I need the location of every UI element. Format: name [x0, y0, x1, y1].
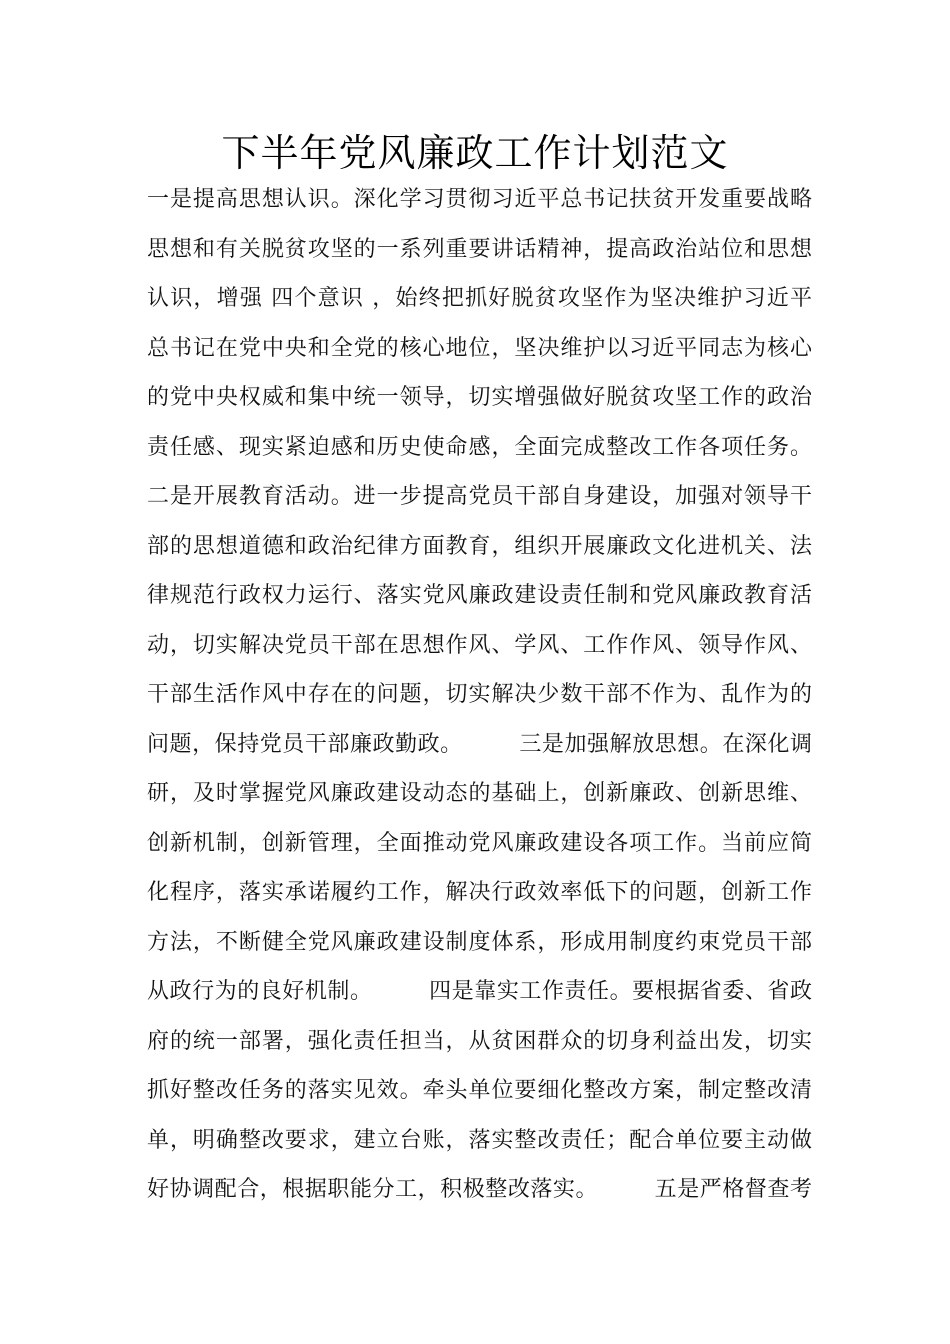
document-body: [147, 180, 812, 1220]
text-line: 抓好整改任务的落实见效。牵头单位要细化整改方案，制定整改清: [147, 1078, 812, 1103]
text-line: 思想和有关脱贫攻坚的一系列重要讲话精神，提高政治站位和思想: [147, 236, 812, 262]
text-line: 的党中央权威和集中统一领导，切实增强做好脱贫攻坚工作的政治: [147, 385, 812, 410]
text-line: 二是开展教育活动。进一步提高党员干部自身建设，加强对领导干: [147, 484, 812, 509]
text-line: 责任感、现实紧迫感和历史使命感，全面完成整改工作各项任务。: [147, 434, 812, 460]
document-title: 下半年党风廉政工作计划范文: [221, 131, 729, 175]
text-line: 好协调配合，根据职能分工，积极整改落实。 五是严格督查考: [147, 1177, 812, 1202]
text-line: 问题，保持党员干部廉政勤政。 三是加强解放思想。在深化调: [147, 731, 812, 757]
text-line: 创新机制，创新管理，全面推动党风廉政建设各项工作。当前应简: [147, 830, 812, 856]
text-line: 干部生活作风中存在的问题，切实解决少数干部不作为、乱作为的: [147, 682, 812, 707]
text-line: 方法，不断健全党风廉政建设制度体系，形成用制度约束党员干部: [147, 929, 812, 955]
text-line: 一是提高思想认识。深化学习贯彻习近平总书记扶贫开发重要战略: [147, 187, 812, 212]
text-line: 府的统一部署，强化责任担当，从贫困群众的切身利益出发，切实: [147, 1028, 812, 1054]
text-line: 研，及时掌握党风廉政建设动态的基础上，创新廉政、创新思维、: [147, 781, 812, 806]
text-line: 部的思想道德和政治纪律方面教育，组织开展廉政文化进机关、法: [147, 533, 812, 559]
text-line: 从政行为的良好机制。 四是靠实工作责任。要根据省委、省政: [147, 979, 812, 1004]
text-line: 化程序，落实承诺履约工作，解决行政效率低下的问题，创新工作: [147, 880, 812, 905]
text-line: 律规范行政权力运行、落实党风廉政建设责任制和党风廉政教育活: [147, 583, 812, 608]
text-line: 认识，增强 四个意识 ，始终把抓好脱贫攻坚作为坚决维护习近平: [147, 286, 812, 311]
text-line: 单，明确整改要求，建立台账，落实整改责任；配合单位要主动做: [147, 1127, 812, 1153]
text-line: 总书记在党中央和全党的核心地位，坚决维护以习近平同志为核心: [147, 335, 812, 361]
text-line: 动，切实解决党员干部在思想作风、学风、工作作风、领导作风、: [147, 632, 812, 658]
